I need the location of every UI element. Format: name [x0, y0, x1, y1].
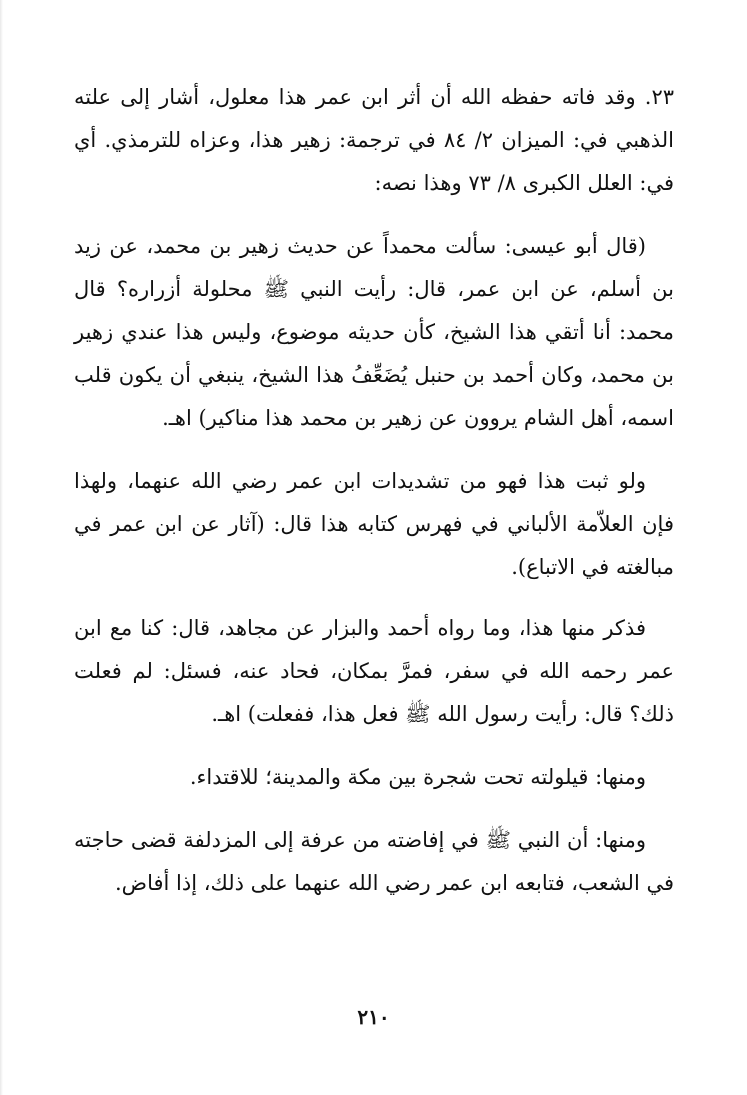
- paragraph-ibn-umar: [74, 460, 674, 589]
- paragraph-qaylula: [74, 756, 674, 799]
- text-line: الذهبي في: الميزان ٢/ ٨٤ في ترجمة: زهير هذا، وعزاه للترمذي.: [104, 128, 674, 152]
- text-line: مبالغته في الاتباع).: [511, 555, 674, 579]
- text-line: ولو ثبت هذا فهو من تشديدات ابن عمر رضي الله عنهما، ولهذا: [74, 469, 646, 493]
- text-line: زهير بن محمد، وكان أحمد بن حنبل يُضَعِّفُ هذا الشيخ، ينبغي أن: [74, 320, 674, 387]
- text-line: ذلك؟ قال: رأيت رسول الله ﷺ فعل هذا، ففعلت) اهـ.: [211, 702, 674, 726]
- paragraph-footnote-23: [74, 76, 674, 205]
- text-line: أفاض.: [115, 871, 170, 895]
- paragraph-ifada: [74, 819, 674, 905]
- paragraph-mujahid: [74, 607, 674, 736]
- book-page: [74, 70, 674, 1030]
- scan-edge: [0, 0, 3, 1095]
- text-line: حاجته في الشعب، فتابعه ابن عمر رضي الله عنهما على ذلك، إذا: [74, 828, 674, 895]
- text-line: ابن عمر رحمه الله في سفر، فمرَّ بمكان، فحاد عنه، فسئل: لم فعلت: [74, 616, 674, 683]
- text-line: فذكر منها هذا، وما رواه أحمد والبزار عن مجاهد، قال: كنا مع: [109, 616, 646, 640]
- text-line: ومنها: أن النبي ﷺ في إفاضته من عرفة إلى المزدلفة قضى: [130, 828, 646, 852]
- text-line: ومنها: قيلولته تحت شجرة بين مكة والمدينة؛ للاقتداء.: [189, 765, 646, 789]
- text-line: (قال أبو عيسى: سألت محمداً عن حديث زهير بن محمد، عن: [109, 234, 646, 258]
- text-line: فإن العلاّمة الألباني في فهرس كتابه هذا قال: (آثار عن ابن عمر في: [74, 512, 674, 536]
- text-line: ٢٣. وقد فاته حفظه الله أن أثر ابن عمر هذا معلول، أشار إلى علته: [74, 85, 674, 109]
- page-number: ٢١٠: [357, 1005, 390, 1029]
- paragraph-quote-abu-isa: [74, 225, 674, 440]
- text-line: محمد: أنا أتقي هذا الشيخ، كأن حديثه موضوع، وليس هذا عندي: [121, 320, 674, 344]
- text-line: مناكير) اهـ.: [162, 406, 259, 430]
- text-line: زيد بن أسلم، عن ابن عمر، قال: رأيت النبي ﷺ محلولة أزراره؟ قال: [74, 234, 674, 301]
- text-line: أي في: العلل الكبرى ٨/ ٧٣ وهذا نصه:: [74, 128, 674, 195]
- text-line: يكون قلب اسمه، أهل الشام يروون عن زهير بن محمد هذا: [74, 363, 674, 430]
